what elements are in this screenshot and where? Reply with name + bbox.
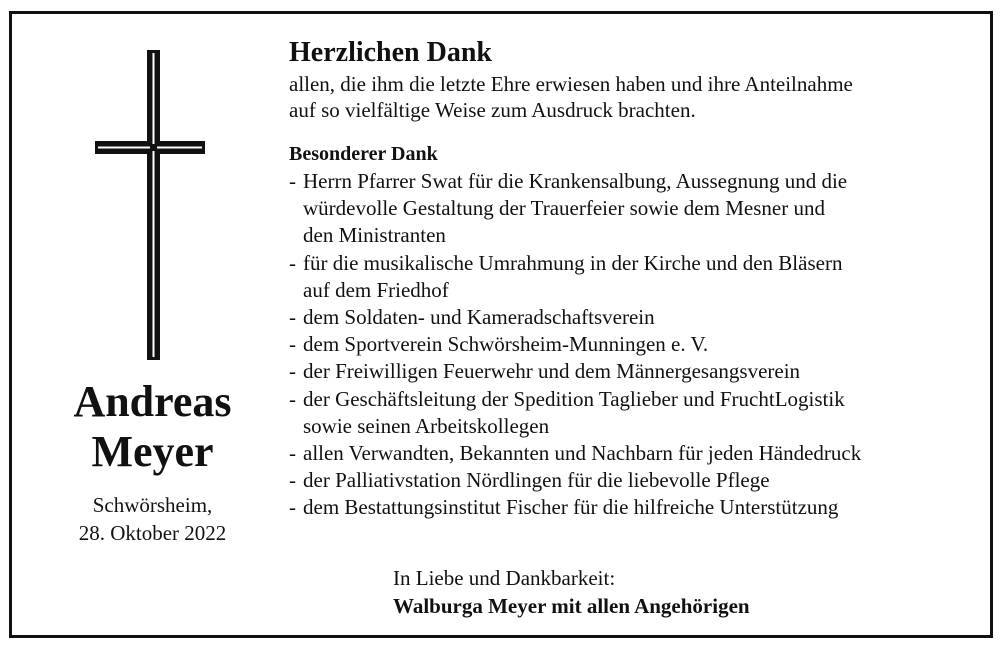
item-dash: - — [289, 250, 296, 275]
item-dash: - — [289, 359, 296, 384]
list-item — [289, 386, 979, 440]
item-line: der Freiwilligen Feuerwehr und dem Männergesangsverein — [303, 359, 801, 384]
list-item — [289, 467, 979, 494]
thanks-section — [289, 38, 979, 522]
signature: Walburga Meyer mit allen Angehörigen — [393, 594, 750, 618]
place-text: Schwörsheim, — [92, 493, 213, 517]
item-dash: - — [289, 441, 296, 466]
deceased-last-name: Meyer — [91, 427, 214, 476]
list-item — [289, 358, 979, 385]
item-dash: - — [289, 169, 296, 193]
item-dash: - — [289, 305, 296, 330]
item-line: würdevolle Gestaltung der Trauerfeier sowie dem Mesner und — [303, 196, 825, 221]
intro-line: allen, die ihm die letzte Ehre erwiesen haben und ihre Anteilnahme — [289, 72, 853, 96]
closing-block — [393, 564, 750, 620]
item-line: der Palliativstation Nördlingen für die liebevolle Pflege — [303, 468, 770, 493]
item-line: für die musikalische Umrahmung in der Kirche und den Bläsern — [303, 250, 843, 275]
list-item — [289, 494, 979, 521]
intro-line: auf so vielfältige Weise zum Ausdruck brachten. — [289, 98, 696, 122]
list-item — [289, 168, 979, 250]
date-text: 28. Oktober 2022 — [78, 521, 227, 545]
list-item — [289, 440, 979, 467]
deceased-first-name: Andreas — [73, 377, 232, 426]
special-thanks-title: Besonderer Dank — [289, 143, 438, 165]
item-line: den Ministranten — [303, 223, 446, 248]
item-dash: - — [289, 386, 296, 411]
item-line: dem Sportverein Schwörsheim-Munningen e. V. — [303, 332, 709, 357]
item-line: allen Verwandten, Bekannten und Nachbarn für jeden Händedruck — [303, 441, 862, 466]
list-item — [289, 304, 979, 331]
list-item — [289, 250, 979, 304]
item-line: dem Soldaten- und Kameradschaftsverein — [303, 305, 655, 330]
item-line: sowie seinen Arbeitskollegen — [303, 413, 550, 438]
item-line: auf dem Friedhof — [303, 277, 449, 302]
item-dash: - — [289, 495, 296, 520]
item-line: dem Bestattungsinstitut Fischer für die hilfreiche Unterstützung — [303, 495, 839, 520]
closing-line: In Liebe und Dankbarkeit: — [393, 566, 616, 590]
item-dash: - — [289, 332, 296, 357]
item-dash: - — [289, 468, 296, 493]
heading: Herzlichen Dank — [289, 37, 492, 68]
list-item — [289, 331, 979, 358]
item-line: der Geschäftsleitung der Spedition Taglieber und FruchtLogistik — [303, 386, 845, 411]
item-line: Herrn Pfarrer Swat für die Krankensalbung, Aussegnung und die — [303, 169, 848, 193]
cross-icon — [95, 50, 205, 360]
